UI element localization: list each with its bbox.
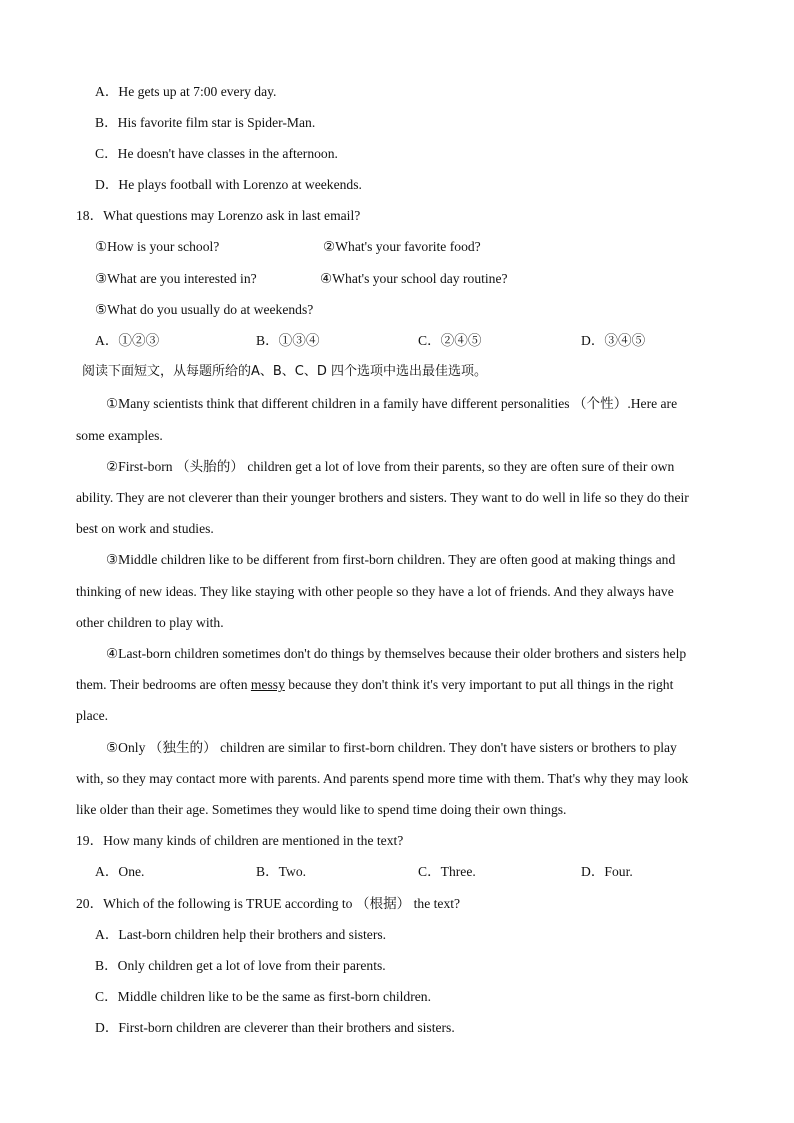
passage-p3-line1: ③Middle children like to be different from first-born children. They are often good at making things and [106,552,676,567]
q17-option-b: B．His favorite film star is Spider-Man. [95,115,316,130]
q17-option-a: A．He gets up at 7:00 every day. [95,84,277,99]
q20-option-a: A．Last-born children help their brothers and sisters. [95,927,387,942]
passage-p4-line1: ④Last-born children sometimes don't do things by themselves because their older brothers and sisters help [106,646,687,661]
q20-stem: 20．Which of the following is TRUE according to （根据） the text? [76,896,461,911]
q18-option-b: B．①③④ [256,333,320,348]
q18-item-3: ③What are you interested in? [95,271,257,286]
q17-option-c: C．He doesn't have classes in the afternoon. [95,146,338,161]
passage-p5-line2: with, so they may contact more with parents. And parents spend more time with them. That's why they may look [76,771,689,786]
passage-p1-line1: ①Many scientists think that different children in a family have different personalities （个性）.Here are [106,396,678,411]
q20-option-b: B．Only children get a lot of love from their parents. [95,958,386,973]
passage-p2-line3: best on work and studies. [76,521,214,536]
passage-p3-line2: thinking of new ideas. They like staying with other people so they have a lot of friends. And they always have [76,584,674,599]
passage-p4-line2 [76,676,673,694]
passage-p2-line1: ②First-born （头胎的） children get a lot of love from their parents, so they are often sure of their own [106,459,675,474]
passage-p4-line2-end: because they don't think it's very important to put all things in the right [284,677,674,692]
q18-item-1: ①How is your school? [95,239,220,254]
reading-instruction: 阅读下面短文，从每题所给的A、B、C、D 四个选项中选出最佳选项。 [82,364,488,379]
q18-option-a: A．①②③ [95,333,160,348]
passage-p1-line2: some examples. [76,428,163,443]
q19-option-d: D．Four. [581,864,633,879]
passage-p5-line3: like older than their age. Sometimes they would like to spend time doing their own things. [76,802,567,817]
q19-option-a: A．One. [95,864,145,879]
q19-option-c: C．Three. [418,864,476,879]
passage-p2-line2: ability. They are not cleverer than their younger brothers and sisters. They want to do well in life so they do their [76,490,689,505]
underlined-word-messy: messy [250,677,285,692]
q18-item-5: ⑤What do you usually do at weekends? [95,302,314,317]
q19-stem: 19．How many kinds of children are mentioned in the text? [76,833,404,848]
passage-p4-line2-start: them. Their bedrooms are often [76,677,251,692]
q18-item-2: ②What's your favorite food? [323,239,481,254]
q18-option-c: C．②④⑤ [418,333,482,348]
passage-p4-line3: place. [76,708,109,723]
passage-p5-line1: ⑤Only （独生的） children are similar to first-born children. They don't have sisters or brothers to play [106,740,677,755]
q19-option-b: B．Two. [256,864,307,879]
q18-stem: 18．What questions may Lorenzo ask in last email? [76,208,361,223]
q18-option-d: D．③④⑤ [581,333,646,348]
passage-p3-line3: other children to play with. [76,615,224,630]
q20-option-c: C．Middle children like to be the same as first-born children. [95,989,431,1004]
q18-item-4: ④What's your school day routine? [320,271,508,286]
q20-option-d: D．First-born children are cleverer than their brothers and sisters. [95,1020,455,1035]
q17-option-d: D．He plays football with Lorenzo at weekends. [95,177,362,192]
